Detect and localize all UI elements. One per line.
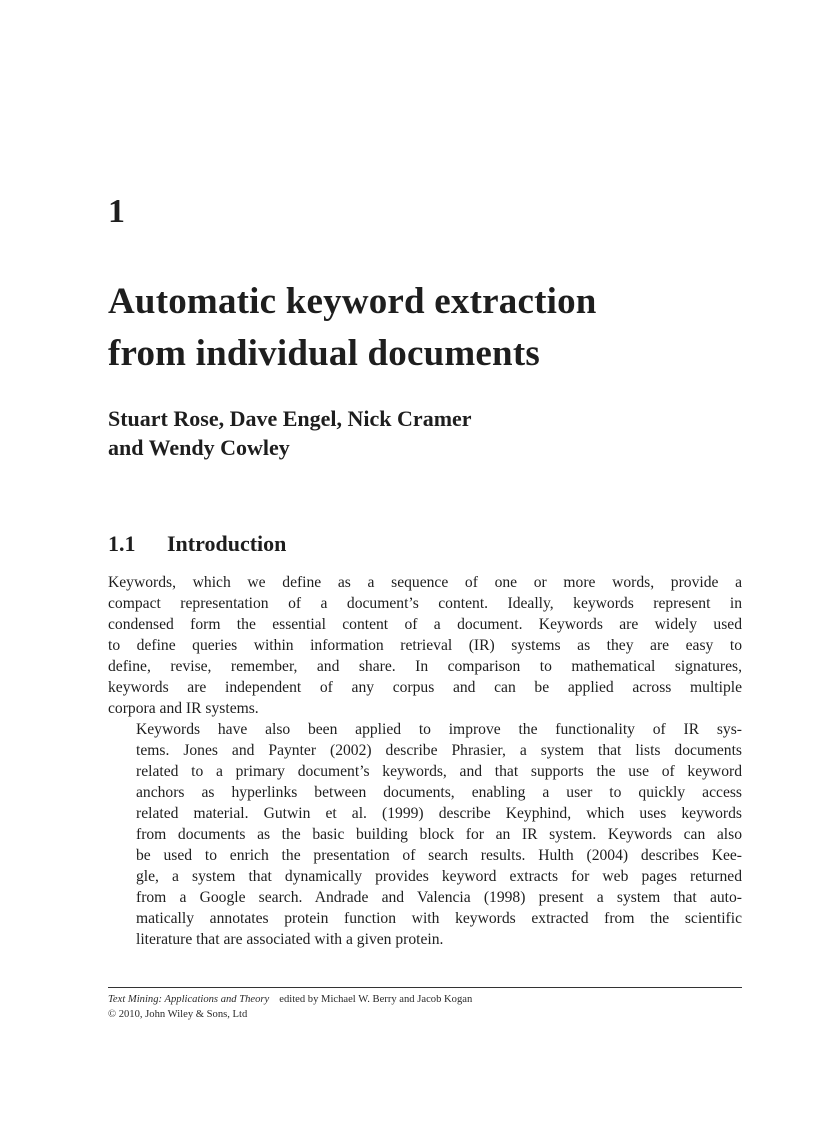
text-line: from a Google search. Andrade and Valencia (1998) present a system that auto- [136,889,742,906]
text-line: compact representation of a document’s content. Ideally, keywords represent in [108,595,742,612]
text-line: from documents as the basic building block for an IR system. Keywords can also [136,826,742,843]
chapter-authors [108,404,472,462]
text-line: related to a primary document’s keywords, and that supports the use of keyword [136,763,742,780]
paragraph [108,572,742,719]
text-line: matically annotates protein function with keywords extracted from the scientific [136,910,742,927]
book-editors: edited by Michael W. Berry and Jacob Kogan [279,994,473,1005]
chapter-title-line: Automatic keyword extraction [108,281,597,322]
body-text [108,572,742,950]
chapter-title [108,276,768,380]
footnote-line [108,992,472,1007]
text-line: be used to enrich the presentation of search results. Hulth (2004) describes Kee- [136,847,742,864]
text-line: keywords are independent of any corpus and can be applied across multiple [108,679,742,696]
book-page [108,0,742,1123]
text-line: tems. Jones and Paynter (2002) describe Phrasier, a system that lists documents [136,742,742,759]
footnote [108,992,472,1022]
text-line: corpora and IR systems. [108,700,259,717]
text-line: condensed form the essential content of a document. Keywords are widely used [108,616,742,633]
section-heading [108,530,286,558]
book-title: Text Mining: Applications and Theory [108,994,270,1005]
paragraph [108,719,742,950]
text-line: related material. Gutwin et al. (1999) describe Keyphind, which uses keywords [136,805,742,822]
text-line: to define queries within information retrieval (IR) systems as they are easy to [108,637,742,654]
text-line: Keywords, which we define as a sequence of one or more words, provide a [108,574,742,591]
chapter-number: 1 [108,193,125,230]
copyright-notice: © 2010, John Wiley & Sons, Ltd [108,1009,248,1020]
text-line: Keywords have also been applied to improve the functionality of IR sys- [136,721,742,738]
chapter-title-line: from individual documents [108,333,540,374]
section-title: Introduction [167,531,287,556]
author-line: and Wendy Cowley [108,435,290,460]
author-line: Stuart Rose, Dave Engel, Nick Cramer [108,406,472,431]
section-number: 1.1 [108,531,136,556]
text-line: anchors as hyperlinks between documents, enabling a user to quickly access [136,784,742,801]
text-line: gle, a system that dynamically provides keyword extracts for web pages returned [136,868,742,885]
text-line: literature that are associated with a given protein. [136,931,444,948]
footnote-divider [108,987,742,988]
text-line: define, revise, remember, and share. In comparison to mathematical signatures, [108,658,742,675]
